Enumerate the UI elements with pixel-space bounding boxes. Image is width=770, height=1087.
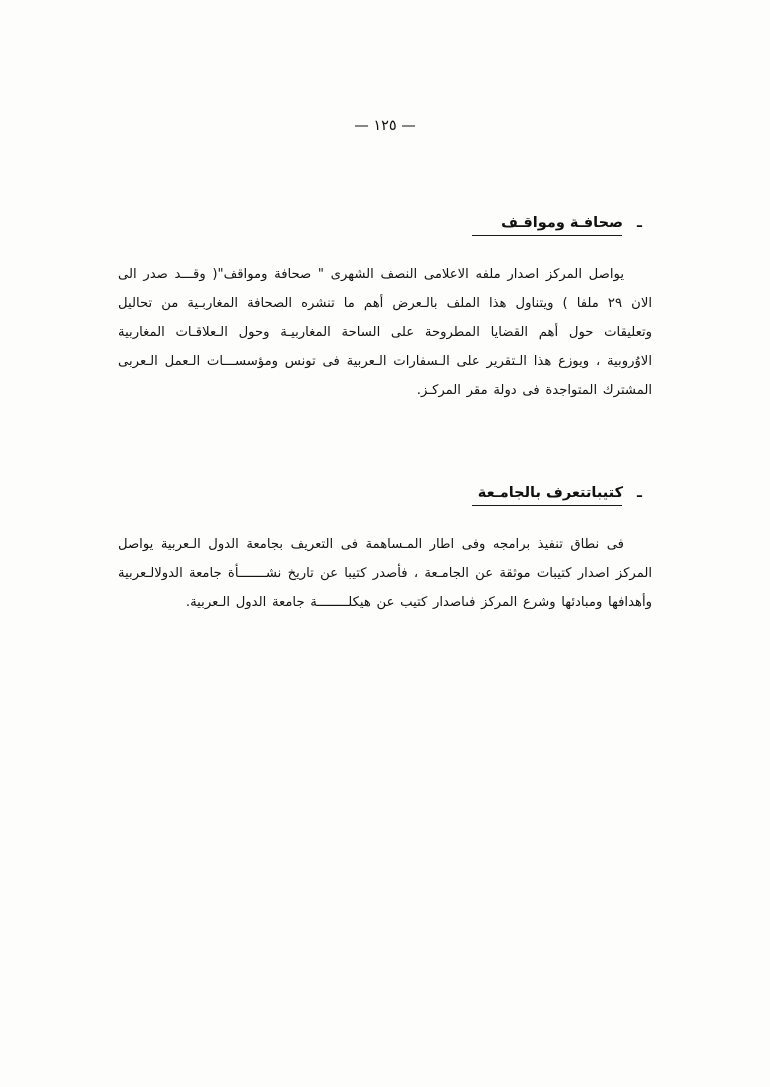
page-content: [118, 215, 652, 651]
page-number: — ١٢٥ —: [354, 118, 416, 134]
section-heading-2-label: كتيباتتعرف بالجامـعة: [477, 485, 624, 501]
paragraph: يواصل المركز اصدار ملفه الاعلامى النصف الشهرى " صحافة ومواقف"( وقـــد صدر الى الان ٢٩ ملفا ) ويتناول هذا الملف بالـعرض أهم ما تنشره الصحافة المغاربـية من تحاليل وتعليقات حول أهم القضايا المطروحة على الساحة المغاربيـة وحول الـعلاقـات المغاربية الاوُروبية ، ويوزع هذا الـتقرير على الـسفارات الـعربية فى تونس ومؤسســـات الـعمل الـعربى المشترك المتواجدة فى دولة مقر المركـز.: [118, 267, 653, 398]
section-sahafa-wa-mawaqif: [118, 215, 652, 405]
section-kutayyibat-taarif-bil-jamia: [118, 485, 652, 617]
paragraph: فى نطاق تنفيذ برامجه وفى اطار المـساهمة فى التعريف بجامعة الدول الـعربية يواصل المركز اصدار كتيبات موثقة عن الجامـعة ، فأصدر كتيبا عن تاريخ نشـــــــأة جامعة الدولالـعربية وأهدافها ومبادئها وشرع المركز فىاصدار كتيب عن هيكلــــــــة جامعة الدول الـعربية.: [118, 537, 652, 610]
section-spacer: [118, 439, 652, 485]
section-1-body: [118, 260, 652, 405]
section-heading-1-label: صحافـة ومواقـف: [501, 215, 624, 231]
section-heading-1: [118, 215, 652, 231]
heading-dash-icon: ـ: [637, 215, 642, 231]
heading-underline-1: [472, 235, 622, 236]
section-heading-2: [118, 485, 652, 501]
heading-dash-icon: ـ: [637, 485, 642, 501]
section-2-body: [118, 530, 652, 617]
heading-underline-2: [472, 505, 622, 506]
